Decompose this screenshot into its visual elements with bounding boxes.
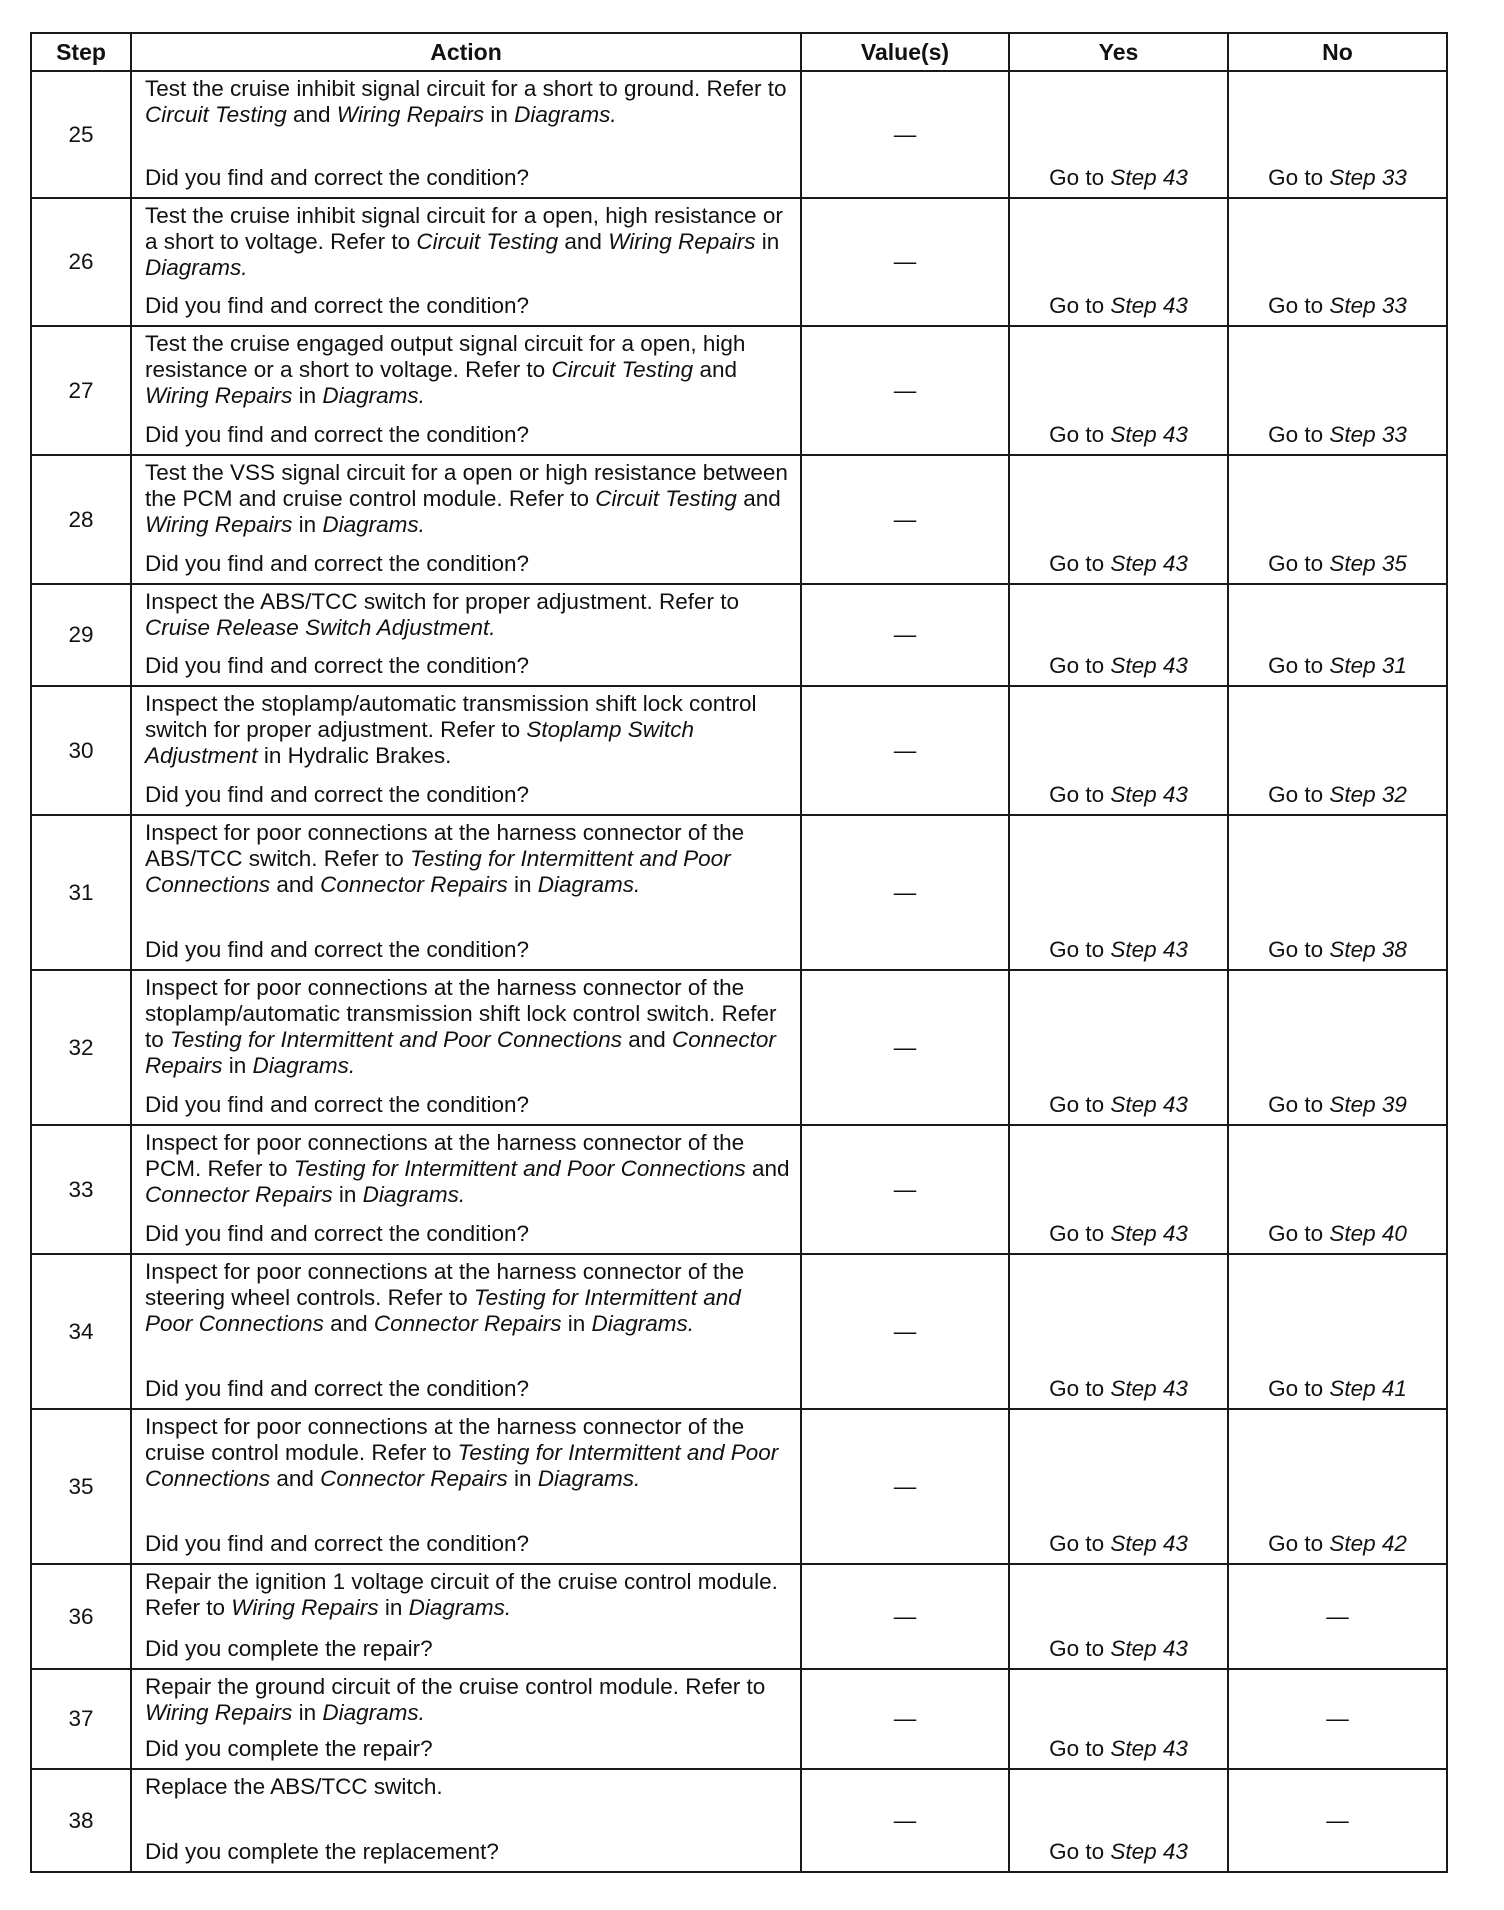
goto-prefix: Go to: [1049, 1636, 1111, 1661]
reference-text: Circuit Testing: [145, 102, 287, 127]
reference-text: Diagrams.: [322, 383, 425, 408]
goto-target: Step 38: [1329, 937, 1407, 962]
goto-step-link: [1268, 165, 1407, 190]
reference-text: Testing for Intermittent and Poor Connections: [145, 846, 731, 897]
action-cell: [131, 584, 801, 686]
action-cell: [131, 71, 801, 198]
table-row: [31, 1254, 1447, 1409]
action-question: Did you find and correct the condition?: [145, 1092, 529, 1117]
goto-target: Step 43: [1110, 653, 1188, 678]
action-cell: [131, 455, 801, 584]
goto-prefix: Go to: [1268, 551, 1330, 576]
instruction-text: Replace the ABS/TCC switch.: [145, 1774, 443, 1799]
instruction-text: Test the cruise inhibit signal circuit for a short to ground. Refer to: [145, 76, 787, 101]
instruction-text: and: [558, 229, 609, 254]
goto-target: Step 33: [1329, 293, 1407, 318]
action-instruction: [145, 691, 790, 769]
diagnostic-table: [30, 32, 1448, 1873]
no-cell: —: [1228, 1769, 1447, 1872]
action-cell: [131, 1669, 801, 1769]
goto-step-link: [1049, 165, 1188, 190]
table-row: [31, 455, 1447, 584]
goto-target: Step 43: [1110, 1221, 1188, 1246]
action-question: Did you complete the replacement?: [145, 1839, 499, 1864]
reference-text: Diagrams.: [362, 1182, 466, 1207]
step-number: 31: [31, 815, 131, 970]
yes-cell: [1009, 455, 1228, 584]
step-number: 25: [31, 71, 131, 198]
goto-target: Step 43: [1110, 1636, 1188, 1661]
reference-text: Diagrams.: [322, 1700, 425, 1725]
instruction-text: Inspect for poor connections at the harness connector of the stoplamp/automatic transmission shift lock control switch. Refer to: [145, 975, 777, 1052]
goto-step-link: [1049, 293, 1188, 318]
action-question: Did you find and correct the condition?: [145, 551, 529, 576]
step-number: 36: [31, 1564, 131, 1669]
no-cell: [1228, 198, 1447, 326]
goto-prefix: Go to: [1049, 1531, 1111, 1556]
instruction-text: and: [621, 1027, 673, 1052]
value-cell: —: [801, 1125, 1009, 1254]
reference-text: Diagrams.: [145, 255, 248, 280]
header-step: Step: [31, 33, 131, 71]
table-row: [31, 1564, 1447, 1669]
reference-text: Connector Repairs: [320, 1466, 508, 1491]
action-question: Did you find and correct the condition?: [145, 165, 529, 190]
action-question: Did you find and correct the condition?: [145, 937, 529, 962]
instruction-text: Inspect for poor connections at the harness connector of the cruise control module. Refer to: [145, 1414, 745, 1465]
action-cell: [131, 1564, 801, 1669]
instruction-text: and: [286, 102, 337, 127]
instruction-text: in: [755, 229, 780, 254]
reference-text: Connector Repairs: [373, 1311, 562, 1336]
instruction-text: Test the VSS signal circuit for a open or high resistance between the PCM and cruise control module. Refer to: [145, 460, 788, 511]
goto-step-link: [1049, 1531, 1188, 1556]
instruction-text: in Hydralic Brakes.: [257, 743, 452, 768]
reference-text: Connector Repairs: [145, 1027, 776, 1078]
goto-step-link: [1049, 1221, 1188, 1246]
goto-prefix: Go to: [1268, 937, 1330, 962]
value-cell: —: [801, 326, 1009, 455]
reference-text: Wiring Repairs: [145, 1700, 293, 1725]
reference-text: Connector Repairs: [320, 872, 508, 897]
goto-prefix: Go to: [1049, 551, 1111, 576]
instruction-text: in: [378, 1595, 409, 1620]
goto-prefix: Go to: [1268, 422, 1330, 447]
no-cell: —: [1228, 1669, 1447, 1769]
reference-text: Testing for Intermittent and Poor Connections: [145, 1285, 741, 1336]
reference-text: Diagrams.: [537, 872, 641, 897]
goto-target: Step 43: [1110, 1531, 1188, 1556]
reference-text: Testing for Intermittent and Poor Connections: [170, 1027, 622, 1052]
action-instruction: [145, 1674, 790, 1726]
value-cell: —: [801, 1769, 1009, 1872]
reference-text: Diagrams.: [514, 102, 617, 127]
action-instruction: [145, 1130, 790, 1208]
no-cell: [1228, 686, 1447, 815]
no-cell: [1228, 71, 1447, 198]
reference-text: Diagrams.: [408, 1595, 512, 1620]
header-no: No: [1228, 33, 1447, 71]
yes-cell: [1009, 584, 1228, 686]
no-cell: [1228, 455, 1447, 584]
goto-step-link: [1049, 1376, 1188, 1401]
goto-step-link: [1049, 653, 1188, 678]
goto-prefix: Go to: [1268, 653, 1330, 678]
action-instruction: [145, 1414, 790, 1492]
no-cell: [1228, 815, 1447, 970]
table-row: [31, 71, 1447, 198]
goto-target: Step 43: [1110, 551, 1188, 576]
instruction-text: in: [222, 1053, 253, 1078]
action-cell: [131, 326, 801, 455]
no-cell: —: [1228, 1564, 1447, 1669]
action-question: Did you find and correct the condition?: [145, 653, 529, 678]
instruction-text: in: [507, 1466, 538, 1491]
yes-cell: [1009, 1669, 1228, 1769]
table-header-row: [31, 33, 1447, 71]
yes-cell: [1009, 1769, 1228, 1872]
action-question: Did you find and correct the condition?: [145, 1376, 529, 1401]
goto-prefix: Go to: [1049, 293, 1111, 318]
table-row: [31, 1769, 1447, 1872]
action-instruction: [145, 820, 790, 898]
action-instruction: [145, 1259, 790, 1337]
goto-prefix: Go to: [1268, 782, 1330, 807]
goto-step-link: [1268, 653, 1407, 678]
instruction-text: and: [270, 872, 321, 897]
reference-text: Connector Repairs: [145, 1182, 333, 1207]
step-number: 30: [31, 686, 131, 815]
goto-target: Step 43: [1110, 782, 1188, 807]
yes-cell: [1009, 1409, 1228, 1564]
value-cell: —: [801, 970, 1009, 1125]
action-instruction: [145, 460, 790, 538]
instruction-text: in: [332, 1182, 363, 1207]
table-row: [31, 970, 1447, 1125]
reference-text: Wiring Repairs: [231, 1595, 379, 1620]
yes-cell: [1009, 71, 1228, 198]
table-row: [31, 686, 1447, 815]
goto-step-link: [1049, 1092, 1188, 1117]
goto-step-link: [1268, 1531, 1407, 1556]
goto-step-link: [1268, 1221, 1407, 1246]
goto-step-link: [1268, 551, 1407, 576]
goto-step-link: [1268, 422, 1407, 447]
instruction-text: Test the cruise engaged output signal circuit for a open, high resistance or a short to voltage. Refer to: [145, 331, 746, 382]
no-cell: [1228, 1409, 1447, 1564]
action-cell: [131, 1125, 801, 1254]
action-instruction: [145, 1774, 790, 1800]
value-cell: —: [801, 1409, 1009, 1564]
action-question: Did you complete the repair?: [145, 1636, 433, 1661]
goto-target: Step 43: [1110, 422, 1188, 447]
goto-prefix: Go to: [1268, 1531, 1330, 1556]
reference-text: Wiring Repairs: [336, 102, 485, 127]
goto-target: Step 33: [1329, 165, 1407, 190]
goto-target: Step 43: [1110, 1839, 1188, 1864]
no-cell: [1228, 1125, 1447, 1254]
step-number: 35: [31, 1409, 131, 1564]
goto-target: Step 43: [1110, 1736, 1188, 1761]
value-cell: —: [801, 71, 1009, 198]
goto-step-link: [1049, 422, 1188, 447]
action-question: Did you complete the repair?: [145, 1736, 433, 1761]
goto-prefix: Go to: [1049, 422, 1111, 447]
goto-prefix: Go to: [1049, 653, 1111, 678]
action-instruction: [145, 331, 790, 409]
action-question: Did you find and correct the condition?: [145, 422, 529, 447]
table-row: [31, 1669, 1447, 1769]
step-number: 37: [31, 1669, 131, 1769]
step-number: 34: [31, 1254, 131, 1409]
goto-step-link: [1268, 1092, 1407, 1117]
step-number: 32: [31, 970, 131, 1125]
goto-target: Step 43: [1110, 165, 1188, 190]
action-instruction: [145, 76, 790, 128]
no-cell: [1228, 1254, 1447, 1409]
action-cell: [131, 1254, 801, 1409]
yes-cell: [1009, 686, 1228, 815]
reference-text: Circuit Testing: [416, 229, 559, 254]
goto-target: Step 42: [1329, 1531, 1407, 1556]
yes-cell: [1009, 1254, 1228, 1409]
instruction-text: in: [292, 383, 323, 408]
reference-text: Testing for Intermittent and Poor Connections: [293, 1156, 746, 1181]
reference-text: Circuit Testing: [595, 486, 737, 511]
step-number: 29: [31, 584, 131, 686]
instruction-text: Inspect the stoplamp/automatic transmission shift lock control switch for proper adjustment. Refer to: [145, 691, 757, 742]
no-cell: [1228, 584, 1447, 686]
value-cell: —: [801, 198, 1009, 326]
goto-step-link: [1049, 1636, 1188, 1661]
action-instruction: [145, 975, 790, 1079]
goto-target: Step 35: [1329, 551, 1407, 576]
table-row: [31, 584, 1447, 686]
header-values: Value(s): [801, 33, 1009, 71]
table-row: [31, 326, 1447, 455]
action-question: Did you find and correct the condition?: [145, 1531, 529, 1556]
goto-prefix: Go to: [1268, 1376, 1330, 1401]
goto-target: Step 43: [1110, 293, 1188, 318]
goto-step-link: [1268, 937, 1407, 962]
action-cell: [131, 1409, 801, 1564]
action-cell: [131, 198, 801, 326]
instruction-text: in: [507, 872, 538, 897]
action-cell: [131, 1769, 801, 1872]
step-number: 38: [31, 1769, 131, 1872]
goto-prefix: Go to: [1049, 1376, 1111, 1401]
table-row: [31, 198, 1447, 326]
action-cell: [131, 815, 801, 970]
reference-text: Testing for Intermittent and Poor Connections: [145, 1440, 779, 1491]
table-row: [31, 815, 1447, 970]
instruction-text: and: [693, 357, 737, 382]
action-instruction: [145, 1569, 790, 1621]
table-row: [31, 1125, 1447, 1254]
reference-text: Wiring Repairs: [145, 512, 293, 537]
no-cell: [1228, 326, 1447, 455]
action-cell: [131, 970, 801, 1125]
goto-target: Step 43: [1110, 1092, 1188, 1117]
goto-step-link: [1049, 1839, 1188, 1864]
goto-prefix: Go to: [1268, 1092, 1330, 1117]
goto-step-link: [1268, 782, 1407, 807]
goto-prefix: Go to: [1049, 1736, 1111, 1761]
instruction-text: in: [484, 102, 515, 127]
value-cell: —: [801, 455, 1009, 584]
instruction-text: in: [292, 1700, 323, 1725]
instruction-text: Test the cruise inhibit signal circuit for a open, high resistance or a short to voltage. Refer to: [145, 203, 783, 254]
yes-cell: [1009, 1125, 1228, 1254]
goto-prefix: Go to: [1049, 1839, 1111, 1864]
goto-prefix: Go to: [1049, 782, 1111, 807]
value-cell: —: [801, 1254, 1009, 1409]
reference-text: Wiring Repairs: [145, 383, 293, 408]
instruction-text: Repair the ground circuit of the cruise control module. Refer to: [145, 1674, 766, 1699]
goto-step-link: [1049, 937, 1188, 962]
goto-target: Step 32: [1329, 782, 1407, 807]
goto-target: Step 41: [1329, 1376, 1407, 1401]
reference-text: Diagrams.: [322, 512, 425, 537]
reference-text: Diagrams.: [591, 1311, 695, 1336]
goto-prefix: Go to: [1049, 1092, 1111, 1117]
goto-step-link: [1268, 293, 1407, 318]
action-question: Did you find and correct the condition?: [145, 293, 529, 318]
goto-target: Step 43: [1110, 937, 1188, 962]
goto-target: Step 33: [1329, 422, 1407, 447]
goto-step-link: [1049, 782, 1188, 807]
value-cell: —: [801, 1669, 1009, 1769]
instruction-text: in: [292, 512, 323, 537]
goto-target: Step 43: [1110, 1376, 1188, 1401]
goto-step-link: [1268, 1376, 1407, 1401]
step-number: 27: [31, 326, 131, 455]
instruction-text: Inspect the ABS/TCC switch for proper adjustment. Refer to: [145, 589, 740, 614]
instruction-text: and: [745, 1156, 790, 1181]
action-instruction: [145, 589, 790, 641]
instruction-text: and: [270, 1466, 321, 1491]
value-cell: —: [801, 584, 1009, 686]
table-row: [31, 1409, 1447, 1564]
instruction-text: in: [561, 1311, 592, 1336]
yes-cell: [1009, 815, 1228, 970]
yes-cell: [1009, 970, 1228, 1125]
instruction-text: Inspect for poor connections at the harness connector of the PCM. Refer to: [145, 1130, 745, 1181]
instruction-text: Repair the ignition 1 voltage circuit of the cruise control module. Refer to: [145, 1569, 778, 1620]
action-question: Did you find and correct the condition?: [145, 1221, 529, 1246]
step-number: 28: [31, 455, 131, 584]
action-question: Did you find and correct the condition?: [145, 782, 529, 807]
reference-text: Diagrams.: [537, 1466, 641, 1491]
reference-text: Circuit Testing: [551, 357, 694, 382]
reference-text: Cruise Release Switch Adjustment.: [145, 615, 496, 640]
instruction-text: Inspect for poor connections at the harness connector of the ABS/TCC switch. Refer to: [145, 820, 745, 871]
goto-prefix: Go to: [1268, 165, 1330, 190]
instruction-text: and: [736, 486, 781, 511]
step-number: 26: [31, 198, 131, 326]
value-cell: —: [801, 686, 1009, 815]
action-cell: [131, 686, 801, 815]
step-number: 33: [31, 1125, 131, 1254]
reference-text: Stoplamp Switch Adjustment: [145, 717, 694, 768]
yes-cell: [1009, 326, 1228, 455]
header-yes: Yes: [1009, 33, 1228, 71]
goto-target: Step 40: [1329, 1221, 1407, 1246]
reference-text: Wiring Repairs: [608, 229, 756, 254]
goto-prefix: Go to: [1049, 165, 1111, 190]
goto-prefix: Go to: [1268, 1221, 1330, 1246]
goto-step-link: [1049, 1736, 1188, 1761]
yes-cell: [1009, 198, 1228, 326]
goto-prefix: Go to: [1268, 293, 1330, 318]
instruction-text: Inspect for poor connections at the harness connector of the steering wheel controls. Refer to: [145, 1259, 745, 1310]
goto-target: Step 31: [1329, 653, 1407, 678]
action-instruction: [145, 203, 790, 281]
header-action: Action: [131, 33, 801, 71]
instruction-text: and: [323, 1311, 374, 1336]
value-cell: —: [801, 815, 1009, 970]
table-body: [31, 71, 1447, 1872]
goto-prefix: Go to: [1049, 1221, 1111, 1246]
reference-text: Diagrams.: [252, 1053, 356, 1078]
goto-step-link: [1049, 551, 1188, 576]
goto-prefix: Go to: [1049, 937, 1111, 962]
yes-cell: [1009, 1564, 1228, 1669]
goto-target: Step 39: [1329, 1092, 1407, 1117]
value-cell: —: [801, 1564, 1009, 1669]
no-cell: [1228, 970, 1447, 1125]
